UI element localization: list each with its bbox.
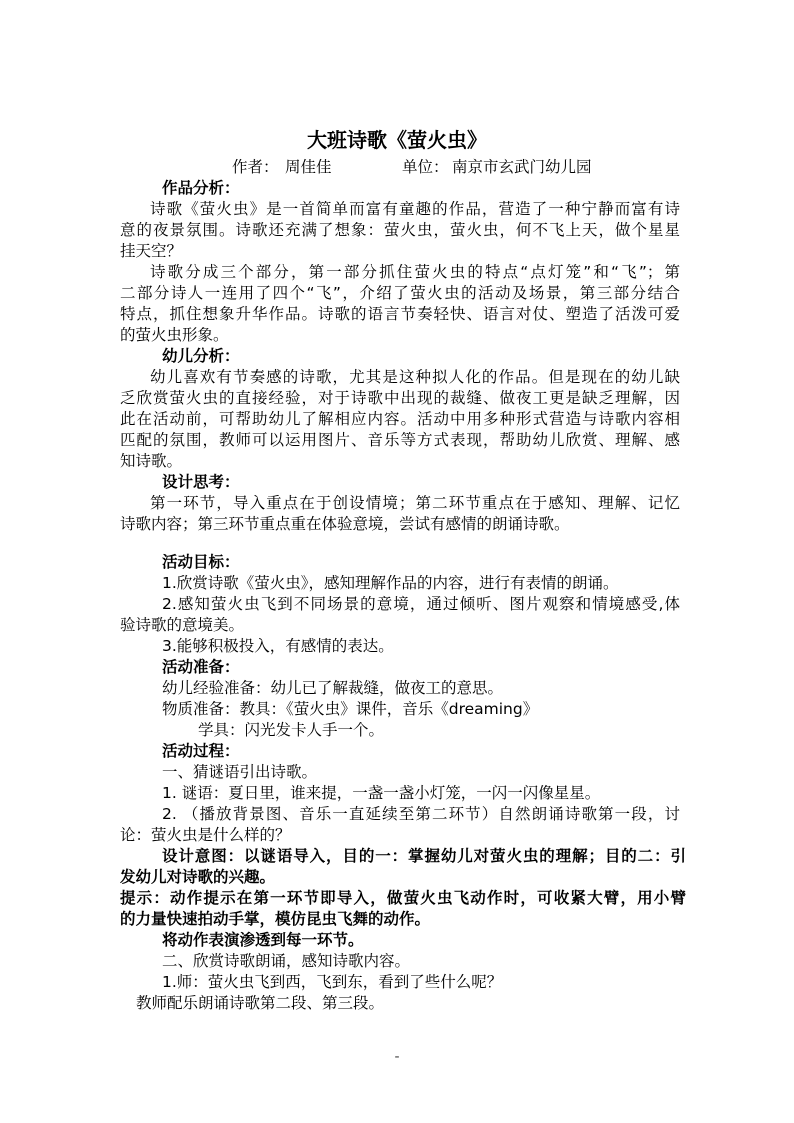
paragraph-line: 第一环节，导入重点在于创设情境；第二环节重点在于感知、理解、记忆 xyxy=(150,494,680,512)
prep-item: 学具：闪光发卡人手一个。 xyxy=(198,721,385,739)
tip-text: 将动作表演渗透到每一环节。 xyxy=(162,931,364,949)
process-step: 2. （播放背景图、音乐一直延续至第二环节）自然朗诵诗歌第一段，讨 xyxy=(162,805,680,823)
tip-text: 的力量快速拍动手掌，模仿昆虫飞舞的动作。 xyxy=(120,910,431,928)
heading-child-analysis: 幼儿分析： xyxy=(162,347,240,365)
heading-design: 设计思考： xyxy=(162,473,240,491)
process-step: 教师配乐朗诵诗歌第二段、第三段。 xyxy=(136,994,385,1012)
process-step: 二、欣赏诗歌朗诵，感知诗歌内容。 xyxy=(162,952,411,970)
page-footer-mark: - xyxy=(394,1049,400,1065)
paragraph-line: 乏欣赏萤火虫的直接经验，对于诗歌中出现的裁缝、做夜工更是缺乏理解，因 xyxy=(120,389,680,407)
goal-item: 3.能够积极投入，有感情的表达。 xyxy=(162,637,394,655)
author-label: 作者： xyxy=(232,158,279,176)
design-intent: 设计意图：以谜语导入，目的一：掌握幼儿对萤火虫的理解；目的二：引 xyxy=(162,847,686,865)
paragraph-line: 知诗歌。 xyxy=(120,452,183,470)
paragraph-line: 的萤火虫形象。 xyxy=(120,326,229,344)
heading-work-analysis: 作品分析： xyxy=(162,179,240,197)
paragraph-line: 诗歌分成三个部分，第一部分抓住萤火虫的特点“点灯笼”和“飞”；第 xyxy=(150,263,680,281)
paragraph-line: 诗歌《萤火虫》是一首简单而富有童趣的作品，营造了一种宁静而富有诗 xyxy=(150,200,680,218)
paragraph-line: 诗歌内容；第三环节重点重在体验意境，尝试有感情的朗诵诗歌。 xyxy=(120,515,570,533)
prep-item: 幼儿经验准备：幼儿已了解裁缝，做夜工的意思。 xyxy=(162,679,504,697)
design-intent: 发幼儿对诗歌的兴趣。 xyxy=(120,868,276,886)
process-step: 1. 谜语：夏日里，谁来提，一盏一盏小灯笼，一闪一闪像星星。 xyxy=(162,784,601,802)
unit-name: 南京市玄武门幼儿园 xyxy=(452,158,592,176)
process-step: 论：萤火虫是什么样的？ xyxy=(120,826,291,844)
goal-item: 验诗歌的意境美。 xyxy=(120,616,245,634)
paragraph-line: 二部分诗人一连用了四个“飞”，介绍了萤火虫的活动及场景，第三部分结合 xyxy=(120,284,680,302)
paragraph-line: 特点，抓住想象升华作品。诗歌的语言节奏轻快、语言对仗、塑造了活泼可爱 xyxy=(120,305,680,323)
paragraph-line: 匹配的氛围，教师可以运用图片、音乐等方式表现，帮助幼儿欣赏、理解、感 xyxy=(120,431,680,449)
paragraph-line: 幼儿喜欢有节奏感的诗歌，尤其是这种拟人化的作品。但是现在的幼儿缺 xyxy=(150,368,680,386)
paragraph-line: 此在活动前，可帮助幼儿了解相应内容。活动中用多种形式营造与诗歌内容相 xyxy=(120,410,680,428)
goal-item: 2.感知萤火虫飞到不同场景的意境，通过倾听、图片观察和情境感受,体 xyxy=(162,595,680,613)
prep-item: 物质准备：教具：《萤火虫》课件，音乐《dreaming》 xyxy=(162,700,539,718)
heading-goals: 活动目标： xyxy=(162,553,240,571)
unit-label: 单位： xyxy=(402,158,449,176)
author-name: 周佳佳 xyxy=(285,158,332,176)
page-title: 大班诗歌《萤火虫》 xyxy=(307,128,487,152)
goal-item: 1.欣赏诗歌《萤火虫》，感知理解作品的内容，进行有表情的朗诵。 xyxy=(162,574,619,592)
heading-prep: 活动准备： xyxy=(162,658,240,676)
process-step: 1.师：萤火虫飞到西，飞到东，看到了些什么呢？ xyxy=(162,973,503,991)
paragraph-line: 意的夜景氛围。诗歌还充满了想象：萤火虫，萤火虫，何不飞上天，做个星星 xyxy=(120,221,680,239)
paragraph-line: 挂天空？ xyxy=(120,242,183,260)
process-step: 一、猜谜语引出诗歌。 xyxy=(162,763,318,781)
heading-process: 活动过程： xyxy=(162,742,240,760)
tip-text: 提示：动作提示在第一环节即导入，做萤火虫飞动作时，可收紧大臂，用小臂 xyxy=(120,889,686,907)
